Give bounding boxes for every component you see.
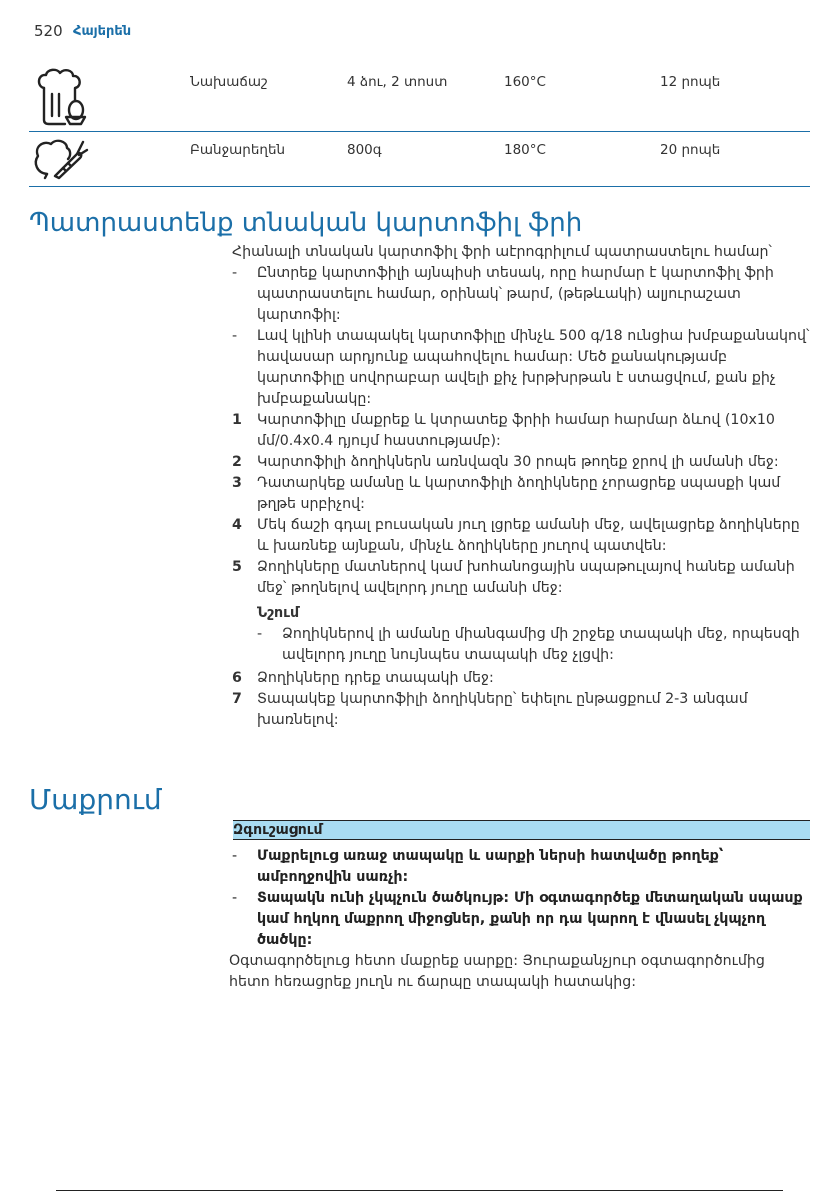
step-item: 3 Դատարկեք ամանը և կարտոֆիլի ձողիկները չորացրեք սպասքի կամ թղթե սրբիչով: [232, 475, 781, 512]
food-quantity: 800գ [347, 142, 382, 158]
step-item: 2 Կարտոֆիլի ձողիկներն առնվազն 30 րոպե թողեք ջրով լի ամանի մեջ: [232, 454, 779, 470]
vegetables-icon [31, 138, 89, 184]
caution-bar [233, 820, 810, 840]
step-item: 6 Ձողիկները դրեք տապակի մեջ: [232, 670, 494, 686]
step-item: 7 Տապակեք կարտոֆիլի ձողիկները՝ եփելու ընթացքում 2-3 անգամ խառնելով: [232, 691, 748, 728]
page-number: 520 [34, 22, 63, 40]
fries-content [232, 242, 810, 731]
language-label: Հայերեն [73, 24, 132, 39]
food-name: Բանջարեղեն [190, 142, 286, 158]
food-time: 20 րոպե [660, 142, 721, 158]
caution-item: - Մաքրելուց առաջ տապակը և սարքի ներսի հատվածը թողեք՝ ամբողջովին սառչի: [232, 848, 724, 885]
step-item: 4 Մեկ ճաշի գդալ բուսական յուղ լցրեք ամանի մեջ, ավելացրեք ձողիկները և խառնեք այնքան, մինչև ձողիկները յուղով պատվեն: [232, 517, 800, 554]
food-temperature: 180°C [504, 142, 546, 158]
table-divider [29, 186, 810, 187]
section-title-cleaning: Մաքրում [29, 783, 162, 816]
cleaning-content [229, 846, 810, 993]
note-item: - Ձողիկներով լի ամանը միանգամից մի շրջեք տապակի մեջ, որպեսզի ավելորդ յուղը նույնպես տապակի մեջ չլցվի: [257, 626, 800, 663]
caution-label: Զգուշացում [233, 822, 323, 838]
chef-hat-egg-icon [35, 68, 87, 130]
table-divider [29, 131, 810, 132]
food-time: 12 րոպե [660, 74, 721, 90]
section-title-fries: Պատրաստենք տնական կարտոֆիլ ֆրի [29, 208, 583, 238]
cleaning-paragraph: Օգտագործելուց հետո մաքրեք սարքը: Յուրաքանչյուր օգտագործումից հետո հեռացրեք յուղն ու ճարպը տապակի հատակից: [229, 953, 765, 990]
step-item: 5 Ձողիկները մատներով կամ խոհանոցային սպաթուլայով հանեք ամանի մեջ՝ թողնելով ավելորդ յուղը ամանի մեջ: [232, 559, 795, 596]
step-item: 1 Կարտոֆիլը մաքրեք և կտրատեք ֆրիի համար հարմար ձևով (10x10 մմ/0.4x0.4 դյույմ հաստությամբ): [232, 412, 775, 449]
food-temperature: 160°C [504, 74, 546, 90]
food-quantity: 4 ձու, 2 տոստ [347, 74, 448, 90]
list-item: - Ընտրեք կարտոֆիլի այնպիսի տեսակ, որը հարմար է կարտոֆիլ ֆրի պատրաստելու համար, օրինակ՝ թարմ, (թեթևակի) ալյուրաշատ կարտոֆիլ: [232, 265, 774, 323]
list-item: - Լավ կլինի տապակել կարտոֆիլը մինչև 500 գ/18 ունցիա խմբաքանակով՝ հավասար արդյունք ապահովելու համար: Մեծ քանակությամբ կարտոֆիլը սովորաբար ավելի քիչ խրթխրթան է ստացվում, քան քիչ խմբաքանակը: [232, 328, 810, 407]
note-title: Նշում [257, 605, 300, 621]
fries-intro: Հիանալի տնական կարտոֆիլ ֆրի աէրոգրիլում պատրաստելու համար՝ [232, 244, 772, 260]
caution-item: - Տապակն ունի չկպչուն ծածկույթ: Մի օգտագործեք մետաղական սպասք կամ հղկող մաքրող միջոցներ, քանի որ դա կարող է վնասել չկպչող ծածկը: [232, 890, 803, 948]
food-name: Նախաճաշ [190, 74, 268, 90]
